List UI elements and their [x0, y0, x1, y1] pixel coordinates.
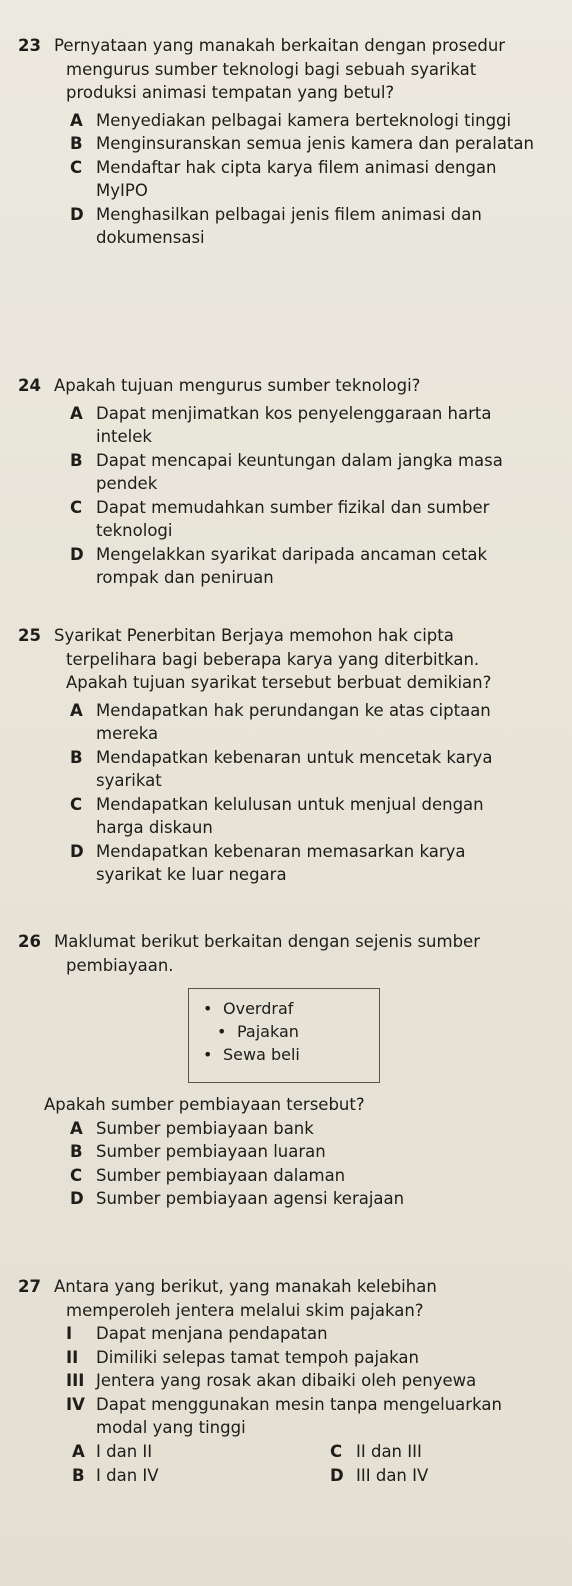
- question-number: 27: [18, 1277, 41, 1296]
- question-23: [0, 34, 572, 250]
- option-d[interactable]: D Sumber pembiayaan agensi kerajaan: [70, 1189, 405, 1208]
- option-c-letter[interactable]: C: [330, 1441, 343, 1461]
- option-d[interactable]: D Mengelakkan syarikat daripada ancaman cetak rompak dan peniruan: [70, 544, 488, 587]
- option-b-letter[interactable]: B: [72, 1465, 85, 1485]
- question-stem: [0, 624, 572, 695]
- bullet-icon: •: [203, 1045, 213, 1064]
- question-text: Syarikat Penerbitan Berjaya memohon hak cipta terpelihara bagi beberapa karya yang diterbitkan. Apakah tujuan syarikat tersebut berbuat demikian?: [54, 626, 492, 692]
- statement-iii: III Jentera yang rosak akan dibaiki oleh penyewa: [66, 1371, 477, 1390]
- option-b[interactable]: B Sumber pembiayaan luaran: [70, 1142, 326, 1161]
- option-d-letter[interactable]: D: [330, 1465, 344, 1485]
- options-row-2: [0, 1464, 572, 1488]
- question-stem: [0, 34, 572, 105]
- question-27: [0, 1275, 572, 1488]
- option-a[interactable]: I dan II: [96, 1441, 153, 1461]
- question-text: Pernyataan yang manakah berkaitan dengan prosedur mengurus sumber teknologi bagi sebuah syarikat produksi animasi tempatan yang betul?: [54, 36, 506, 102]
- question-number: 26: [18, 932, 41, 951]
- option-b[interactable]: B Menginsuranskan semua jenis kamera dan peralatan: [70, 134, 534, 153]
- info-box-item: • Sewa beli: [203, 1045, 300, 1064]
- statement-iv: IV Dapat menggunakan mesin tanpa mengeluarkan modal yang tinggi: [66, 1394, 502, 1437]
- question-stem: [0, 374, 572, 398]
- question-text: Antara yang berikut, yang manakah kelebihan memperoleh jentera melalui skim pajakan?: [54, 1277, 437, 1320]
- question-text: Apakah tujuan mengurus sumber teknologi?: [54, 376, 421, 395]
- info-box-item: • Overdraf: [203, 999, 294, 1018]
- question-number: 24: [18, 376, 41, 395]
- info-box-item: • Pajakan: [217, 1022, 299, 1041]
- question-25: [0, 624, 572, 887]
- question-26-part2: [0, 1093, 572, 1211]
- option-d[interactable]: D Mendapatkan kebenaran memasarkan karya syarikat ke luar negara: [70, 841, 466, 884]
- statement-i: I Dapat menjana pendapatan: [66, 1324, 328, 1343]
- statement-ii: II Dimiliki selepas tamat tempoh pajakan: [66, 1347, 419, 1367]
- option-c[interactable]: C Mendapatkan kelulusan untuk menjual dengan harga diskaun: [70, 794, 484, 837]
- question-stem: [0, 1275, 572, 1322]
- question-text: Maklumat berikut berkaitan dengan sejenis sumber pembiayaan.: [54, 932, 480, 975]
- option-a[interactable]: A Dapat menjimatkan kos penyelenggaraan harta intelek: [70, 403, 492, 446]
- option-d[interactable]: III dan IV: [356, 1465, 429, 1485]
- option-b[interactable]: B Mendapatkan kebenaran untuk mencetak karya syarikat: [70, 747, 493, 790]
- option-c[interactable]: C Dapat memudahkan sumber fizikal dan sumber teknologi: [70, 497, 490, 540]
- question-number: 23: [18, 36, 41, 55]
- question-prompt: Apakah sumber pembiayaan tersebut?: [44, 1095, 365, 1114]
- question-stem: [0, 930, 572, 977]
- option-d[interactable]: D Menghasilkan pelbagai jenis filem animasi dan dokumensasi: [70, 204, 482, 247]
- option-c[interactable]: C Mendaftar hak cipta karya filem animasi dengan MyIPO: [70, 157, 497, 200]
- option-b[interactable]: B Dapat mencapai keuntungan dalam jangka masa pendek: [70, 450, 503, 493]
- option-a[interactable]: A Mendapatkan hak perundangan ke atas ciptaan mereka: [70, 700, 491, 743]
- info-box: [188, 988, 380, 1083]
- question-26: [0, 930, 572, 977]
- option-a[interactable]: A Menyediakan pelbagai kamera berteknologi tinggi: [70, 110, 512, 130]
- bullet-icon: •: [203, 999, 213, 1018]
- question-number: 25: [18, 626, 41, 645]
- question-24: [0, 374, 572, 590]
- option-b[interactable]: I dan IV: [96, 1465, 159, 1485]
- option-a[interactable]: A Sumber pembiayaan bank: [70, 1118, 314, 1138]
- option-c[interactable]: II dan III: [356, 1441, 422, 1461]
- option-c[interactable]: C Sumber pembiayaan dalaman: [70, 1165, 346, 1185]
- option-a-letter[interactable]: A: [72, 1441, 85, 1461]
- bullet-icon: •: [217, 1022, 227, 1041]
- options-row-1: [0, 1440, 572, 1464]
